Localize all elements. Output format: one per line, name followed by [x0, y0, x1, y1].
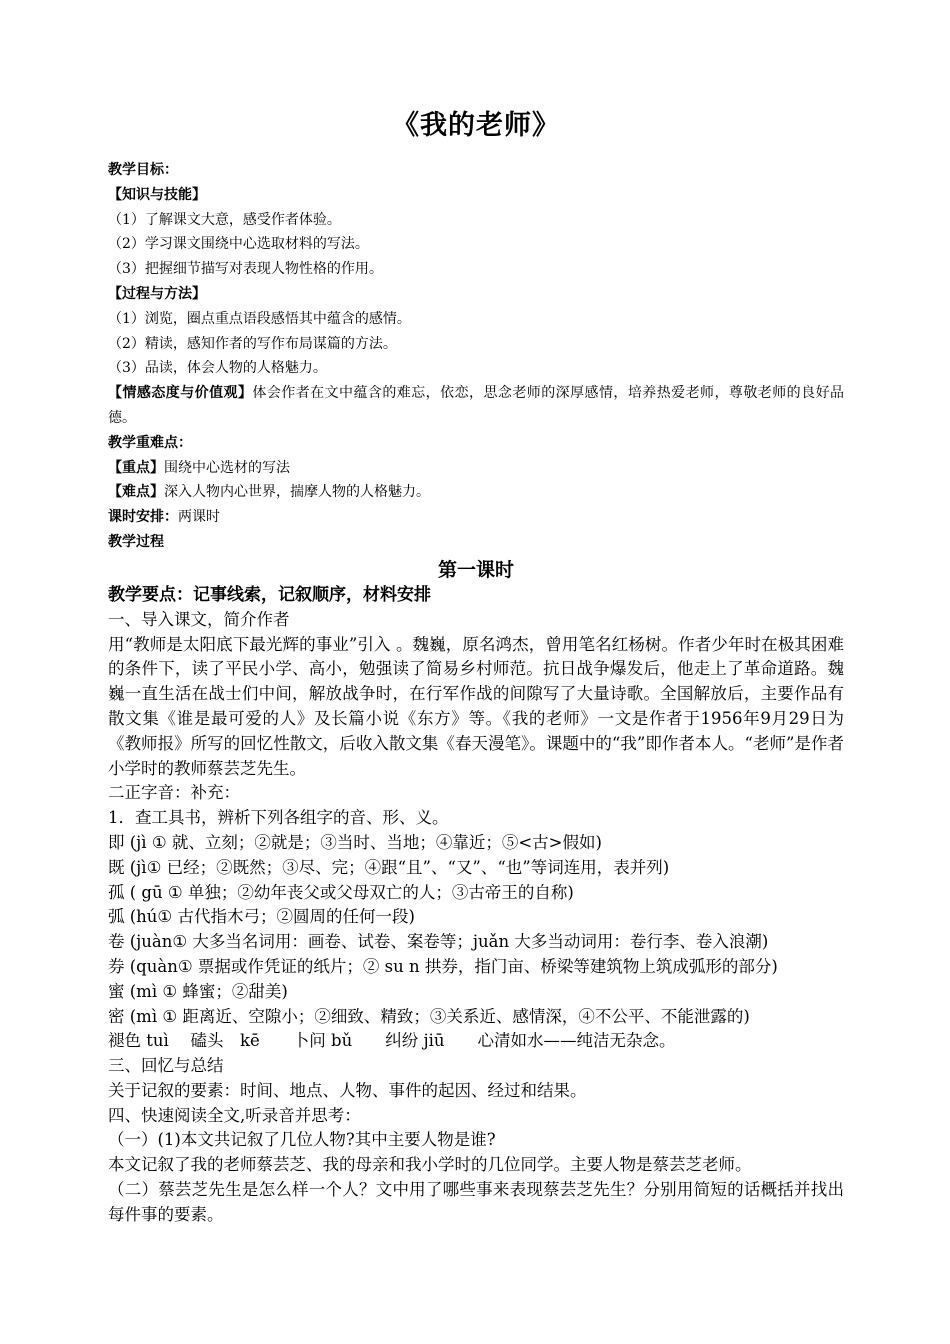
- objectives-heading: 教学目标：: [108, 162, 178, 178]
- process-method-heading: 【过程与方法】: [108, 285, 206, 302]
- intro-text: 用“教师是太阳底下最光辉的事业”引入 。魏巍，原名鸿杰，曾用笔名红杨树。作者少年时在极其困难的条件下，读了平民小学、高小，勉强读了简易乡村师范。抗日战争爆发后，他走上了革命道路。魏巍一直生活在战士们中间，解放战争时，在行军作战的间隙写了大量诗歌。全国解放后，主要作品有散文集《谁是最可爱的人》及长篇小说《东方》等。《我的老师》一文是作者于1956年9月29日为《教师报》所写的回忆性散文，后收入散文集《春天漫笔》。课题中的“我”即作者本人。“老师”是作者小学时的教师蔡芸芝先生。: [108, 634, 844, 778]
- process-method-item: （1）浏览，圈点重点语段感悟其中蕴含的感情。: [108, 310, 411, 327]
- char-item: 褪色 tuì 磕头 kē 卜问 bǔ 纠纷 jiū 心清如水——纯洁无杂念。: [108, 1031, 676, 1051]
- knowledge-heading: 【知识与技能】: [108, 186, 206, 203]
- intro-heading: 一、导入课文，简介作者: [108, 609, 290, 629]
- difficult-point-text: 深入人物内心世界，揣摩人物的人格魅力。: [164, 484, 430, 501]
- lesson-title: 第一课时: [437, 558, 514, 581]
- emotion-heading: 【情感态度与价值观】: [108, 385, 253, 402]
- lesson-body: [108, 608, 844, 1228]
- char-item: 孤 ( gū ① 单独；②幼年丧父或父母双亡的人；③古帝王的自称): [108, 882, 574, 902]
- question-2: （二）蔡芸芝先生是怎么样一个人？文中用了哪些事来表现蔡芸芝先生？分别用简短的话概括并找出每件事的要素。: [108, 1180, 844, 1224]
- schedule: [108, 505, 844, 530]
- key-point-text: 围绕中心选材的写法: [164, 459, 290, 476]
- char-task: 1．查工具书，辨析下列各组字的音、形、义。: [108, 808, 449, 828]
- schedule-label: 课时安排：: [108, 509, 178, 526]
- key-point-label: 【重点】: [108, 459, 164, 476]
- char-item: 弧 (hú① 古代指木弓；②圆周的任何一段): [108, 907, 415, 927]
- knowledge-item: （2）学习课文围绕中心选取材料的写法。: [108, 236, 369, 253]
- process-method-item: （3）品读，体会人物的人格魅力。: [108, 360, 327, 377]
- lesson-points: 教学要点：记事线索，记叙顺序，材料安排: [108, 584, 431, 605]
- process-heading: 教学过程: [108, 533, 164, 550]
- emotion-objective: [108, 381, 844, 431]
- review-text: 关于记叙的要素：时间、地点、人物、事件的起因、经过和结果。: [108, 1080, 587, 1100]
- knowledge-item: （3）把握细节描写对表现人物性格的作用。: [108, 261, 383, 278]
- answer-1: 本文记叙了我的老师蔡芸芝、我的母亲和我小学时的几位同学。主要人物是蔡芸芝老师。: [108, 1155, 752, 1175]
- char-item: 密 (mì ① 距离近、空隙小；②细致、精致；③关系近、感情深，④不公平、不能泄露的): [108, 1006, 750, 1026]
- difficult-point-label: 【难点】: [108, 484, 164, 501]
- question-1: （一）(1)本文共记叙了几位人物?其中主要人物是谁?: [108, 1130, 496, 1150]
- process-method-item: （2）精读，感知作者的写作布局谋篇的方法。: [108, 335, 397, 352]
- key-point: [108, 456, 844, 481]
- char-item: 卷 (juàn① 大多当名词用：画卷、试卷、案卷等；juǎn 大多当动词用：卷行李、卷入浪潮): [108, 932, 769, 952]
- reading-heading: 四、快速阅读全文,听录音并思考：: [108, 1105, 361, 1125]
- char-item: 既 (jì① 已经；②既然；③尽、完；④跟“且”、“又”、“也”等词连用，表并列): [108, 857, 670, 877]
- char-heading: 二正字音：补充：: [108, 783, 240, 803]
- knowledge-item: （1）了解课文大意，感受作者体验。: [108, 211, 341, 228]
- char-item: 蜜 (mì ① 蜂蜜；②甜美): [108, 981, 288, 1001]
- focus-heading: 教学重难点：: [108, 434, 192, 451]
- char-item: 即 (jì ① 就、立刻；②就是；③当时、当地；④靠近；⑤<古>假如): [108, 832, 602, 852]
- char-item: 券 (quàn① 票据或作凭证的纸片；② su n 拱券，指门亩、桥梁等建筑物上筑成弧形的部分): [108, 956, 778, 976]
- emotion-text: 体会作者在文中蕴含的难忘，依恋，思念老师的深厚感情，培养热爱老师，尊敬老师的良好品德。: [108, 385, 845, 426]
- lesson-plan-header: [108, 158, 844, 555]
- review-heading: 三、回忆与总结: [108, 1056, 224, 1076]
- document-page: [108, 100, 844, 1228]
- page-title: 《我的老师》: [392, 110, 560, 141]
- schedule-value: 两课时: [178, 509, 220, 526]
- difficult-point: [108, 480, 844, 505]
